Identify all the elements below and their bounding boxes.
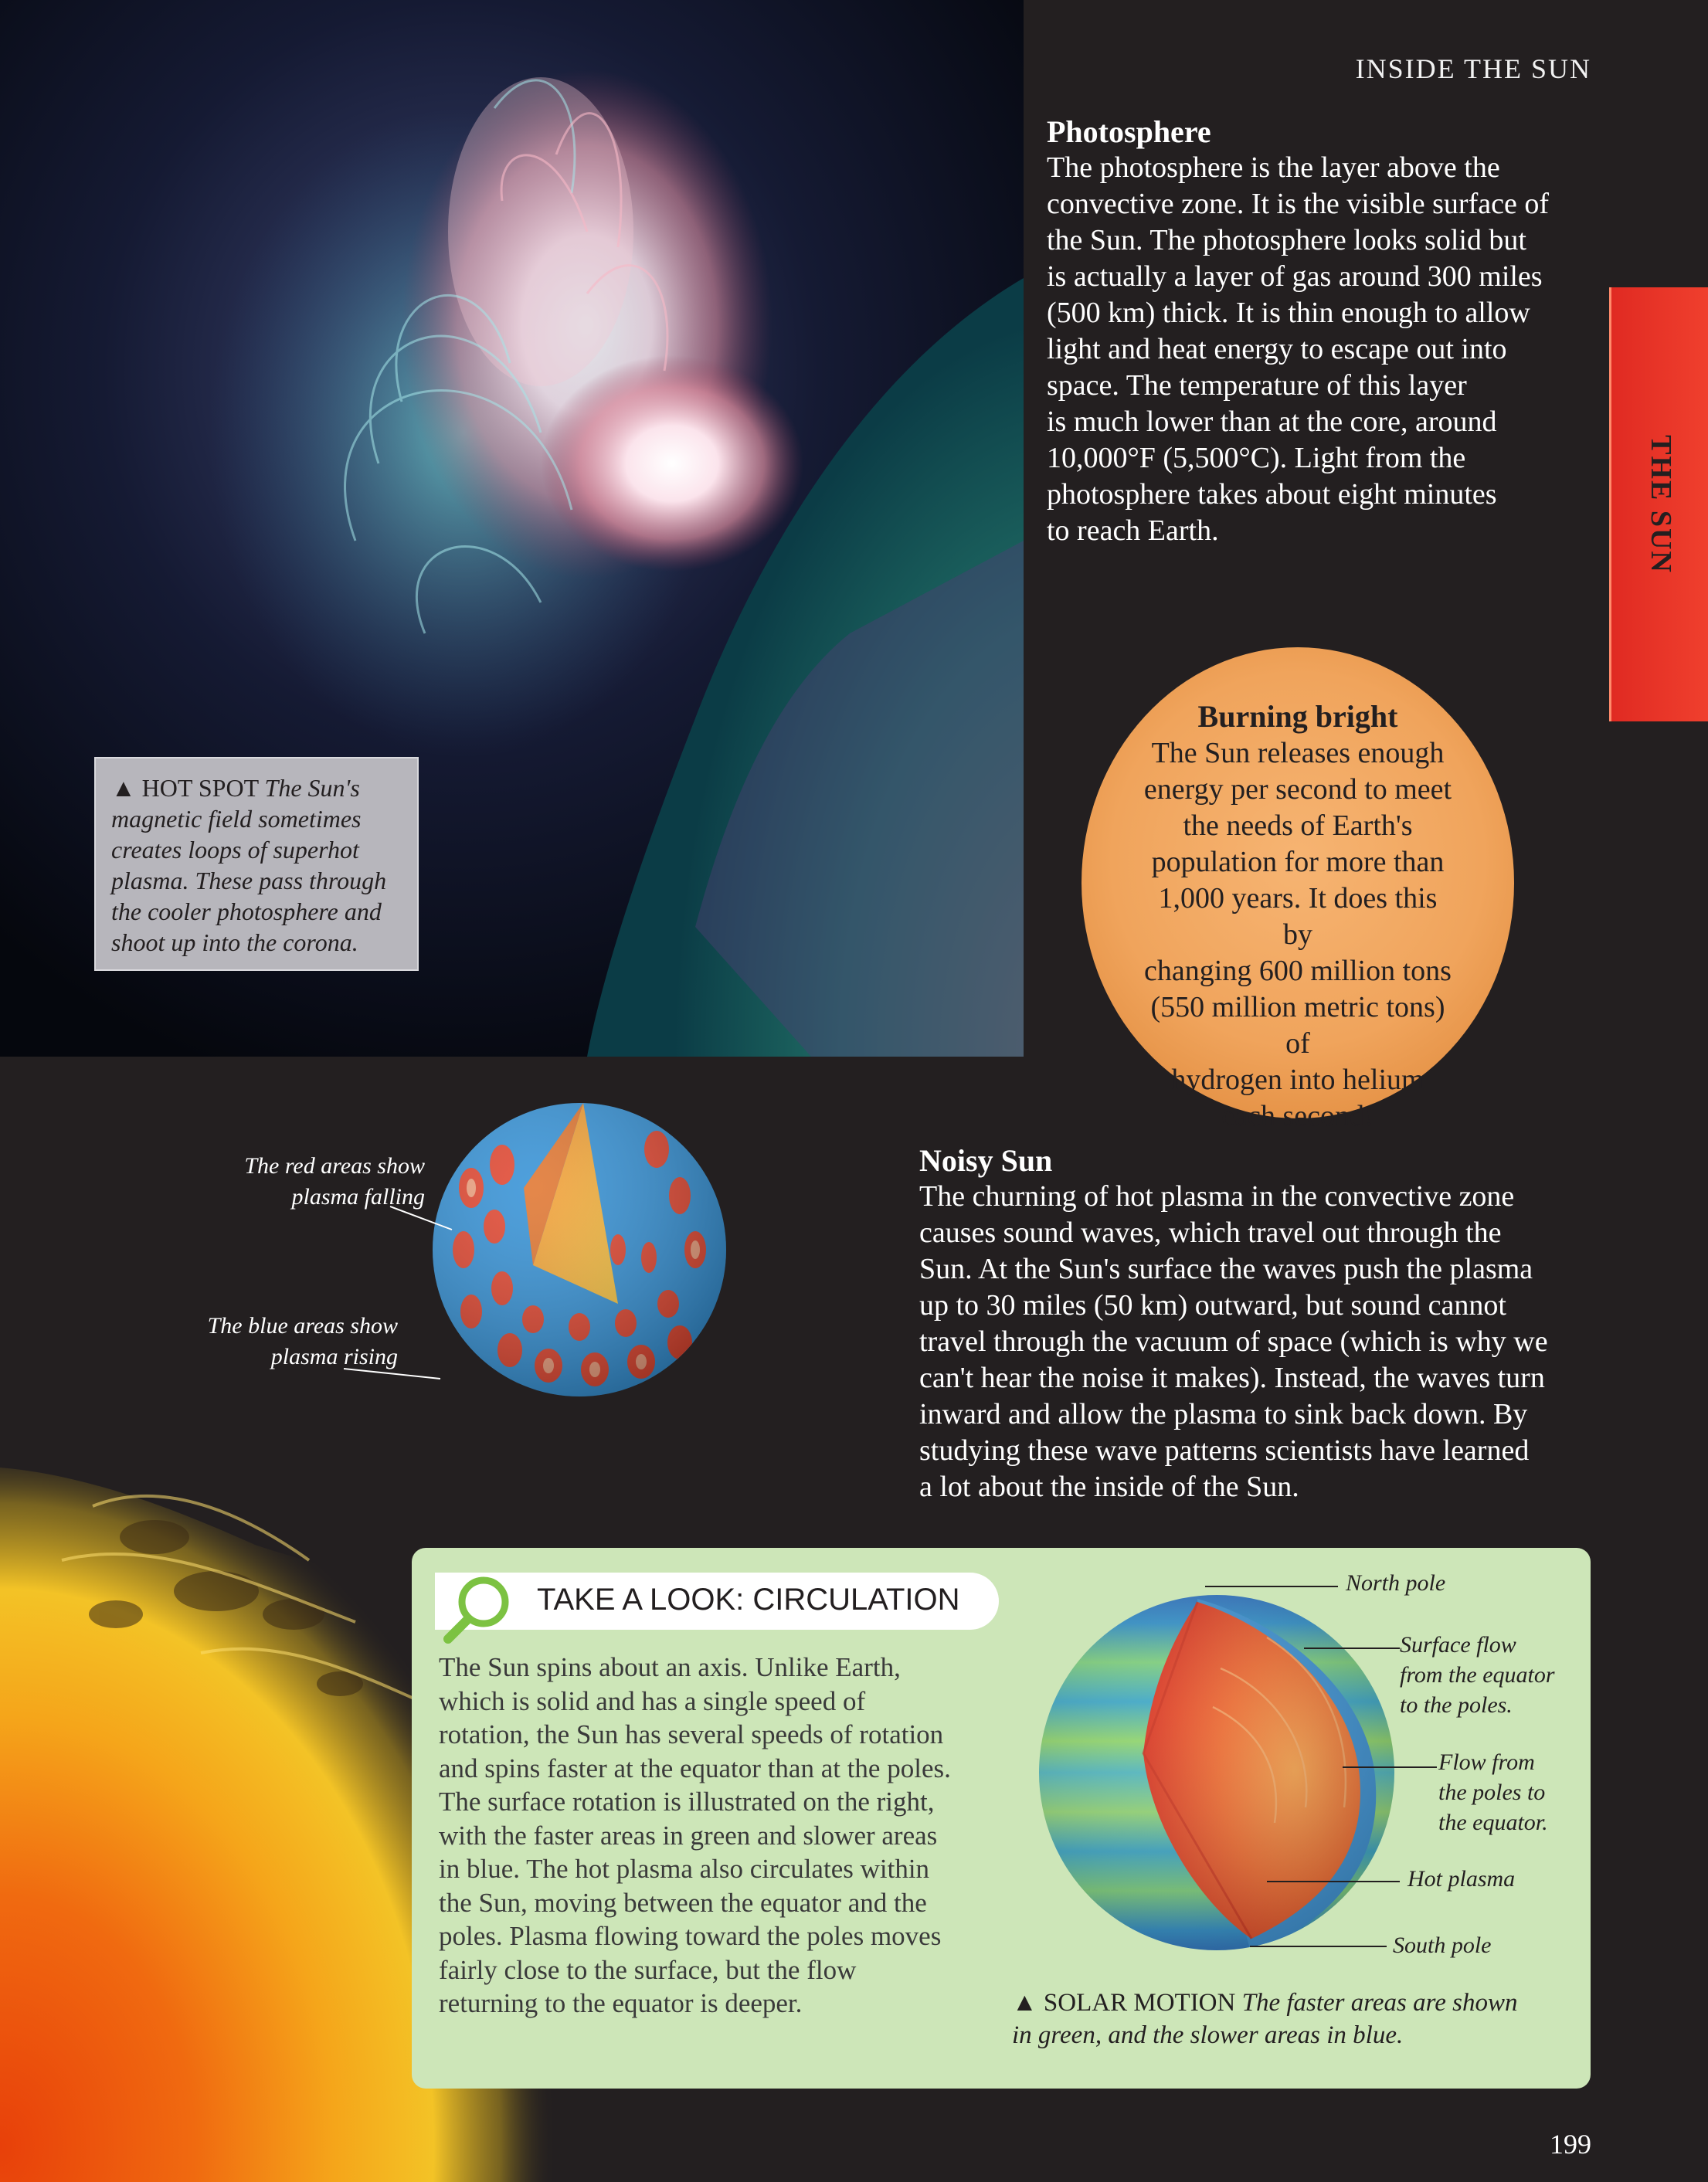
text-line: causes sound waves, which travel out through the [919, 1217, 1502, 1249]
text-line: with the faster areas in green and slower areas [439, 1820, 938, 1851]
text-line: each second! [1221, 1100, 1374, 1132]
text-line: inward and allow the plasma to sink back down. By [919, 1398, 1528, 1430]
triangle-marker-icon: ▲ [111, 774, 136, 802]
caption-line: shoot up into the corona. [111, 928, 358, 956]
text-line: The surface rotation is illustrated on the right, [439, 1787, 935, 1817]
chapter-tab-label: THE SUN [1645, 435, 1677, 574]
text-line: hydrogen into helium [1171, 1064, 1424, 1096]
triangle-marker-icon: ▲ [1012, 1989, 1037, 2017]
running-header: INSIDE THE SUN [1355, 53, 1591, 84]
text-line: Sun. At the Sun's surface the waves push the plasma [919, 1253, 1533, 1285]
caption-text: The Sun's [264, 774, 360, 802]
caption-line: magnetic field sometimes [111, 805, 362, 833]
page-number: 199 [1550, 2129, 1591, 2160]
text-line: the Sun, moving between the equator and the [439, 1887, 927, 1918]
text-line: The churning of hot plasma in the convective zone [919, 1180, 1515, 1213]
north-pole-label: North pole [1346, 1570, 1446, 1596]
text-line: poles. Plasma flowing toward the poles moves [439, 1921, 942, 1951]
text-line: the Sun. The photosphere looks solid but [1047, 224, 1526, 256]
text-line: can't hear the noise it makes). Instead, the waves turn [919, 1362, 1545, 1394]
text-line: (550 million metric tons) of [1150, 991, 1445, 1060]
text-line: a lot about the inside of the Sun. [919, 1471, 1299, 1503]
text-line: The Sun spins about an axis. Unlike Earth, [439, 1652, 901, 1682]
text-line: up to 30 miles (50 km) outward, but sound cannot [919, 1289, 1506, 1322]
caption-text: The faster areas are shown [1241, 1989, 1518, 2017]
text-line: travel through the vacuum of space (which is why we [919, 1325, 1548, 1358]
text-line: which is solid and has a single speed of [439, 1685, 866, 1716]
text-line: 10,000°F (5,500°C). Light from the [1047, 442, 1466, 474]
solar-motion-caption [1012, 1987, 1568, 2051]
hot-plasma-label: Hot plasma [1407, 1866, 1516, 1892]
text-line: to reach Earth. [1047, 514, 1219, 547]
text-line: convective zone. It is the visible surface of [1047, 188, 1549, 220]
text-line: space. The temperature of this layer [1047, 369, 1467, 402]
text-line: light and heat energy to escape out into [1047, 333, 1507, 365]
text-line: the needs of Earth's [1183, 809, 1413, 842]
text-line: is much lower than at the core, around [1047, 406, 1497, 438]
text-line: The photosphere is the layer above the [1047, 151, 1500, 184]
take-a-look-title: TAKE A LOOK: CIRCULATION [537, 1583, 960, 1617]
blue-areas-label: The blue areas show plasma rising [207, 1313, 398, 1369]
text-line: returning to the equator is deeper. [439, 1988, 803, 2018]
text-line: is actually a layer of gas around 300 miles [1047, 260, 1543, 293]
text-line: (500 km) thick. It is thin enough to allow [1047, 297, 1530, 329]
caption-lead: HOT SPOT [141, 774, 259, 802]
text-line: changing 600 million tons [1144, 955, 1452, 987]
burning-bright-title: Burning bright [1197, 699, 1398, 734]
text-line: and spins faster at the equator than at the poles. [439, 1753, 951, 1783]
red-areas-label: The red areas show plasma falling [244, 1153, 425, 1210]
surface-flow-label: Surface flow from the equator to the poles. [1400, 1632, 1555, 1718]
text-line: photosphere takes about eight minutes [1047, 478, 1497, 511]
photosphere-title: Photosphere [1047, 114, 1211, 149]
text-line: in blue. The hot plasma also circulates within [439, 1854, 930, 1884]
text-line: studying these wave patterns scientists have learned [919, 1434, 1530, 1467]
noisy-sun-title: Noisy Sun [919, 1143, 1053, 1178]
text-line: rotation, the Sun has several speeds of rotation [439, 1719, 944, 1749]
caption-line: plasma. These pass through [111, 867, 387, 894]
caption-lead: SOLAR MOTION [1043, 1989, 1236, 2017]
caption-line: in green, and the slower areas in blue. [1012, 2021, 1404, 2049]
text-line: fairly close to the surface, but the flow [439, 1954, 857, 1985]
text-line: population for more than [1151, 846, 1445, 878]
south-pole-label: South pole [1393, 1933, 1492, 1958]
caption-line [1012, 1987, 1568, 2019]
flow-from-poles-label: Flow from the poles to the equator. [1438, 1749, 1548, 1835]
text-line: energy per second to meet [1143, 773, 1452, 806]
text-line: The Sun releases enough [1151, 737, 1445, 769]
caption-line: the cooler photosphere and [111, 898, 382, 925]
caption-line: creates loops of superhot [111, 836, 359, 864]
text-line: 1,000 years. It does this by [1158, 882, 1438, 951]
